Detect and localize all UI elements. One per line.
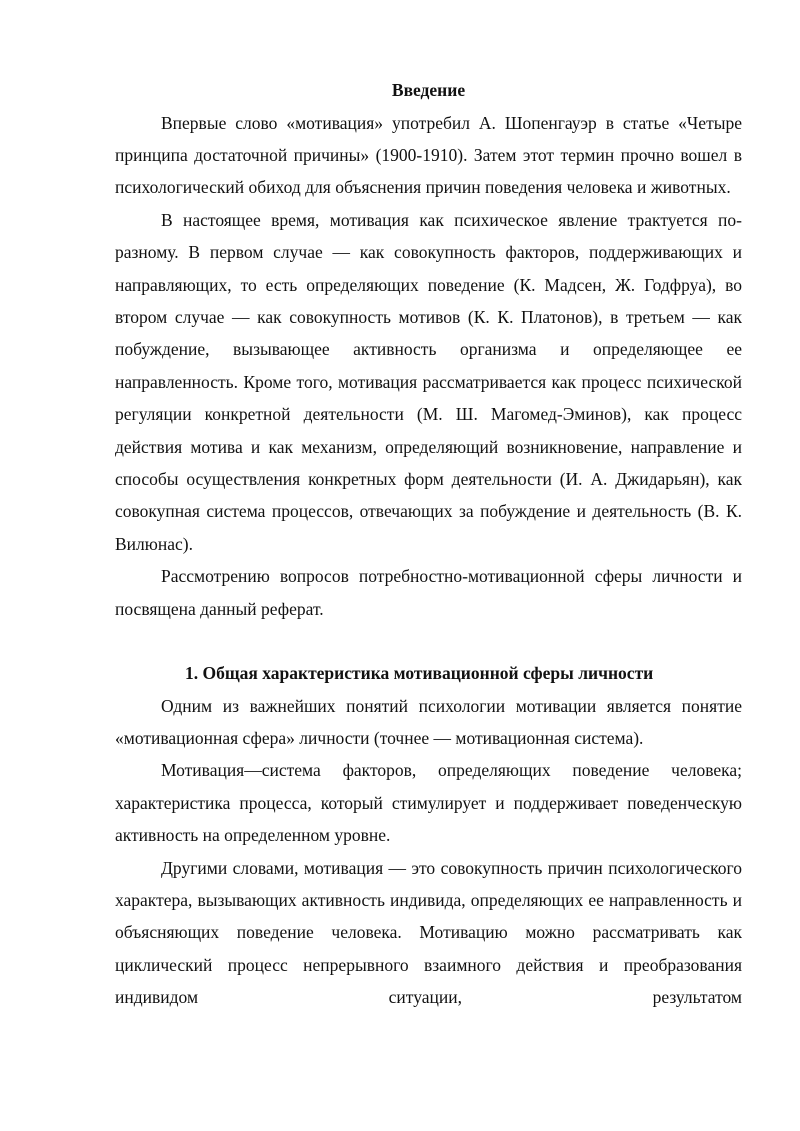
intro-paragraph-2: В настоящее время, мотивация как психическое явление трактуется по-разному. В первом случае — как совокупность факторов, поддерживающих и направляющих, то есть определяющих поведение (К. Мадсен, Ж. Годфруа), во втором случае — как совокупность мотивов (К. К. Платонов), в третьем — как побуждение, вызывающее активность организма и определяющее ее направленность. Кроме того, мотивация рассматривается как процесс психической регуляции конкретной деятельности (М. Ш. Магомед-Эминов), как процесс действия мотива и как механизм, определяющий возникновение, направление и способы осуществления конкретных форм деятельности (И. А. Джидарьян), как совокупная система процессов, отвечающих за побуждение и деятельность (В. К. Вилюнас). bbox=[115, 209, 742, 554]
document-page bbox=[115, 74, 742, 1014]
intro-paragraph-1: Впервые слово «мотивация» употребил А. Шопенгауэр в статье «Четыре принципа достаточной причины» (1900-1910). Затем этот термин прочно вошел в психологический обиход для объяснения причин поведения человека и животных. bbox=[115, 112, 742, 198]
section-1-paragraph-3: Другими словами, мотивация — это совокупность причин психологического характера, вызывающих активность индивида, определяющих ее направленность и объясняющих поведение человека. Мотивацию можно рассматривать как циклический процесс непрерывного взаимного действия и преобразования индивидом ситуации, результатом bbox=[115, 857, 742, 1008]
section-1-paragraph-1: Одним из важнейших понятий психологии мотивации является понятие «мотивационная сфера» личности (точнее — мотивационная система). bbox=[115, 695, 742, 748]
intro-paragraph-3: Рассмотрению вопросов потребностно-мотивационной сферы личности и посвящена данный реферат. bbox=[115, 566, 742, 619]
section-1-paragraph-2: Мотивация—система факторов, определяющих поведение человека; характеристика процесса, который стимулирует и поддерживает поведенческую активность на определенном уровне. bbox=[115, 760, 742, 846]
section-1-heading: 1. Общая характеристика мотивационной сферы личности bbox=[185, 663, 654, 683]
introduction-heading: Введение bbox=[391, 80, 466, 100]
